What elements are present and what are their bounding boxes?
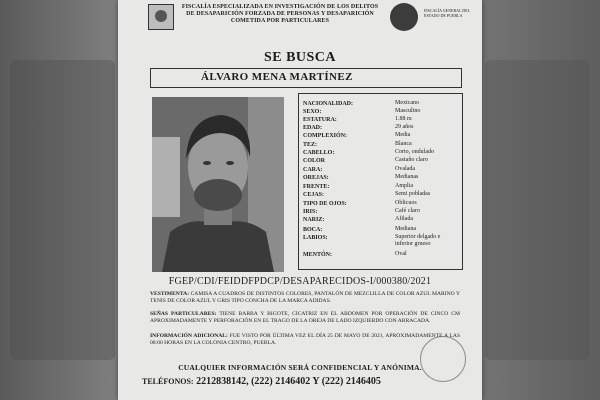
attr-row bbox=[303, 200, 461, 208]
poster-header bbox=[118, 0, 482, 36]
attr-value: Medianas bbox=[395, 174, 419, 180]
attr-row bbox=[303, 108, 461, 116]
fiscalia-logo-icon bbox=[390, 3, 418, 31]
additional-info-label: INFORMACIÓN ADICIONAL: bbox=[150, 333, 228, 339]
attr-value: Mexicano bbox=[395, 100, 419, 106]
attr-value: Ovalada bbox=[395, 166, 415, 172]
phones-label: TELÉFONOS: bbox=[142, 377, 194, 386]
attr-value: Corto, ondulado bbox=[395, 149, 434, 155]
attr-label: CARA: bbox=[303, 167, 323, 173]
additional-info-paragraph bbox=[150, 333, 460, 347]
person-name-box bbox=[150, 68, 462, 88]
attr-row bbox=[303, 183, 461, 191]
attr-label: BOCA: bbox=[303, 227, 323, 233]
background-ghost-left bbox=[10, 60, 115, 360]
attr-row bbox=[303, 141, 461, 149]
clothing-paragraph bbox=[150, 291, 460, 305]
attr-row bbox=[303, 174, 461, 182]
attr-value: Superior delgado e inferior grueso bbox=[395, 234, 441, 247]
attr-value: Afilada bbox=[395, 216, 413, 222]
attr-label: CEJAS: bbox=[303, 192, 325, 198]
attr-label: COLOR bbox=[303, 158, 326, 164]
attr-label: TIPO DE OJOS: bbox=[303, 201, 347, 207]
phones-numbers: 2212838142, (222) 2146402 Y (222) 2146405 bbox=[196, 376, 381, 387]
marks-label: SEÑAS PARTICULARES: bbox=[150, 311, 217, 317]
background-ghost-right bbox=[485, 60, 590, 360]
attr-value: Blanca bbox=[395, 141, 412, 147]
attr-label: MENTÓN: bbox=[303, 252, 332, 258]
attr-label: EDAD: bbox=[303, 125, 322, 131]
attr-value: Castaño claro bbox=[395, 157, 428, 163]
attr-row bbox=[303, 100, 461, 108]
attr-row bbox=[303, 226, 461, 234]
missing-person-poster bbox=[118, 0, 482, 400]
attr-row bbox=[303, 166, 461, 174]
attr-label: ESTATURA: bbox=[303, 117, 337, 123]
attr-label: NARIZ: bbox=[303, 217, 325, 223]
attr-row bbox=[303, 216, 461, 224]
confidentiality-note: CUALQUIER INFORMACIÓN SERÁ CONFIDENCIAL Y ANÓNIMA. bbox=[178, 363, 422, 372]
attr-label: CABELLO: bbox=[303, 150, 335, 156]
attr-label: TEZ: bbox=[303, 142, 318, 148]
attr-value: Oval bbox=[395, 251, 407, 257]
attr-row bbox=[303, 132, 461, 140]
marks-text: TIENE BARBA Y BIGOTE, CICATRIZ EN EL ABDOMEN POR OPERACIÓN DE CINCO CM APROXIMADAMENTE Y PERFORACIÓN EN EL TRAGO DE LA OREJA DE LADO IZQUIERDO CON ARRACADA. bbox=[150, 311, 460, 324]
person-attributes-box bbox=[298, 93, 463, 270]
attr-label: IRIS: bbox=[303, 209, 318, 215]
attr-value: Masculino bbox=[395, 108, 421, 114]
person-photo-illustration bbox=[152, 97, 284, 272]
attr-label: LABIOS: bbox=[303, 235, 328, 241]
attr-value: 1.88 m bbox=[395, 116, 412, 122]
marks-paragraph bbox=[150, 311, 460, 325]
person-photo bbox=[152, 97, 284, 272]
poster-title: SE BUSCA bbox=[263, 50, 337, 65]
attr-row bbox=[303, 149, 461, 157]
attr-row bbox=[303, 251, 461, 259]
attr-row bbox=[303, 208, 461, 216]
case-folio: FGEP/CDI/FEIDDFPDCP/DESAPARECIDOS-I/000380/2021 bbox=[168, 276, 432, 287]
attr-label: COMPLEXIÓN: bbox=[303, 133, 347, 139]
attr-row bbox=[303, 191, 461, 199]
attr-value: Café claro bbox=[395, 208, 420, 214]
attr-value: Semi pobladas bbox=[395, 191, 431, 197]
attr-row bbox=[303, 234, 461, 247]
person-name: ÁLVARO MENA MARTÍNEZ bbox=[201, 71, 353, 83]
attr-label: FRENTE: bbox=[303, 184, 330, 190]
state-seal-icon bbox=[148, 4, 174, 30]
attr-value: 29 años bbox=[395, 124, 414, 130]
attr-label: OREJAS: bbox=[303, 175, 329, 181]
attr-label: SEXO: bbox=[303, 109, 322, 115]
clothing-label: VESTIMENTA: bbox=[150, 291, 190, 297]
attr-row bbox=[303, 157, 461, 165]
attr-label: NACIONALIDAD: bbox=[303, 101, 354, 107]
fiscalia-logo-text: FISCALÍA GENERAL DEL ESTADO DE PUEBLA bbox=[424, 8, 470, 18]
attr-value: Media bbox=[395, 132, 411, 138]
attr-value: Mediana bbox=[395, 226, 416, 232]
clothing-text: CAMISA A CUADROS DE DISTINTOS COLORES, PANTALÓN DE MEZCLILLA DE COLOR AZUL MARINO Y TENIS DE COLOR AZUL Y GRIS TIPO CONCHA DE LA MARCA ADIDAS. bbox=[150, 291, 460, 304]
attr-row bbox=[303, 124, 461, 132]
attr-value: Amplia bbox=[395, 183, 413, 189]
attr-row bbox=[303, 116, 461, 124]
agency-name: FISCALÍA ESPECIALIZADA EN INVESTIGACIÓN DE LOS DELITOS DE DESAPARICIÓN FORZADA DE PERSONAS Y DESAPARICIÓN COMETIDA POR PARTICULARES bbox=[181, 4, 379, 24]
contact-phones bbox=[142, 376, 472, 387]
additional-info-text: FUE VISTO POR ÚLTIMA VEZ EL DÍA 25 DE MAYO DE 2021, APROXIMADAMENTE A LAS 08:00 HORAS EN LA COLONIA CENTRO, PUEBLA. bbox=[150, 333, 460, 346]
attr-value: Oblicuos bbox=[395, 200, 417, 206]
